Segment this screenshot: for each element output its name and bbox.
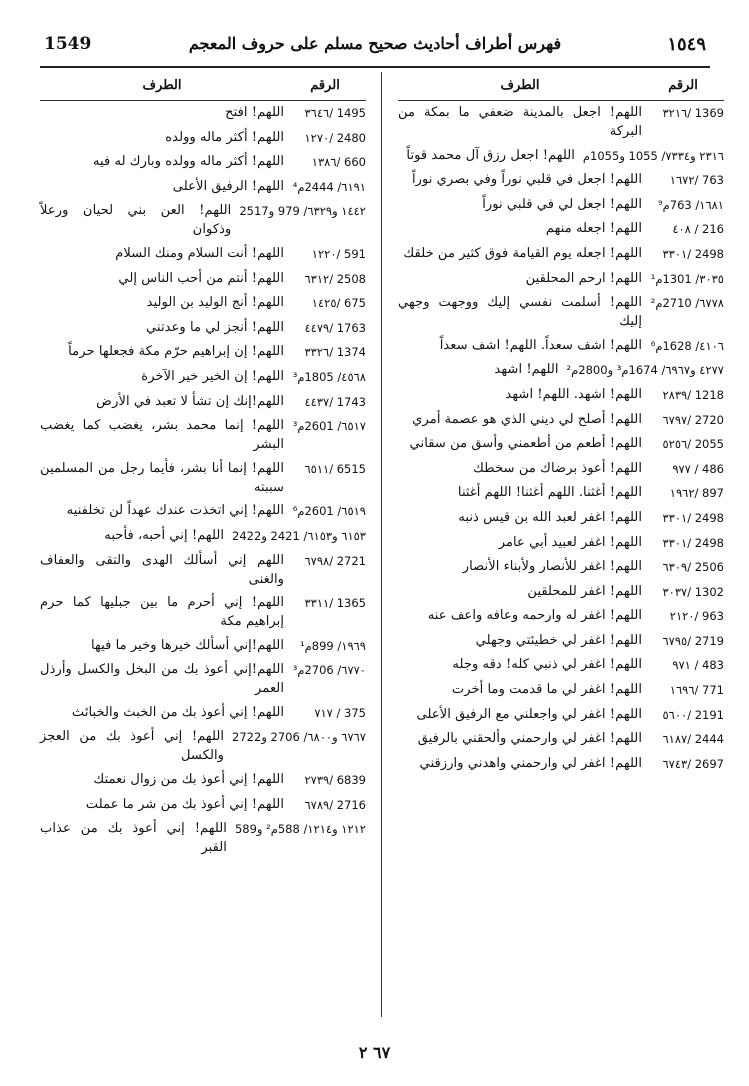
entry-number: 2498 /٣٣٠١ [662,510,724,525]
entry-number: 2720 /٦٧٩٧ [662,412,724,427]
entry-text: اللهم! إن إبراهيم حرّم مكة فجعلها حرماً [68,344,284,360]
entry-text: اللهم! إني أعوذ بك من عذاب القبر [40,821,227,856]
entry-number: 2697 /٦٧٤٣ [662,756,724,771]
entry-text: اللهم! اغفر له وارحمه وعافه واعف عنه [427,608,642,624]
entry-text: اللهم! إن الخير خير الآخرة [141,368,284,384]
entry-text: اللهم! اغفر لعبد الله بن قيس ذنبه [458,509,642,525]
page-number-latin: 1549 [44,34,92,54]
index-entry [40,526,366,546]
entry-number: ١٤٤٢ و٦٣٢٩/ 979 و2517 [239,204,366,219]
entry-number: 675 /١٤٢٥ [311,296,366,311]
entry-text: اللهم! أنتم من أحب الناس إلي [118,270,284,286]
number-column-heading: الرقم [668,78,698,93]
page-number-arabic: ١٥٤٩ [667,34,706,55]
entry-number: 6839 /٢٧٣٩ [304,773,366,788]
index-entry [40,501,366,521]
index-entry [40,392,366,412]
entry-text: اللهم! إني اتخذت عندك عهداً لن تخلفنيه [66,503,284,519]
entry-text: اللهم! اغفر لي واجعلني مع الرفيق الأعلى [416,706,642,722]
entry-number: 1218 /٢٨٣٩ [662,387,724,402]
entry-number: 486 / ٩٧٧ [672,461,724,476]
entry-text: اللهم! اجعل رزق آل محمد قوتاً [406,147,575,163]
entry-text: اللهم!إني أسألك خيرها وخير ما فيها [91,637,284,653]
index-entry [398,410,724,430]
index-entry [398,582,724,602]
entry-text: اللهم! أصلح لي ديني الذي هو عصمة أمري [412,411,642,427]
entry-number: ٣٠٣٥/ 1301م¹ [650,271,724,286]
index-entry [398,631,724,651]
page-title: فهرس أطراف أحاديث صحيح مسلم على حروف المعجم [188,34,562,53]
right-column [398,76,724,778]
entry-text: اللهم! اجعل لي في قلبي نوراً [482,196,642,212]
left-column [40,76,366,862]
index-entry [398,434,724,454]
entry-number: 1495 /٣٦٤٦ [304,106,366,120]
entry-number: 6515 /٦٥١١ [304,461,366,476]
entry-text: اللهم! إني أحبه، فأحبه [104,527,225,543]
index-entry [398,705,724,725]
index-entry [398,459,724,479]
entry-number: ٦٧٧٠/ 2706م³ [292,663,366,678]
index-entry [40,103,366,123]
entry-text: اللهم! اشف سعداً. اللهم! اشف سعداً [439,337,642,353]
index-entry [40,703,366,723]
index-entry [398,483,724,503]
index-entry [40,770,366,790]
entry-text: اللهم! اغفر للأنصار ولأبناء الأنصار [462,559,642,575]
entry-text: اللهم! اجعله منهم [545,221,642,237]
text-column-heading: الطرف [142,78,182,93]
entry-text: اللهم! اجعل في قلبي نوراً وفي بصري نوراً [411,172,642,188]
entry-number: 963 /٢١٢٠ [669,609,724,624]
entry-text: اللهم! اغفر لي ما قدمت وما أخرت [451,682,642,698]
entry-text: اللهم! أسلمت نفسي إليك ووجهت وجهي إليك [398,295,642,330]
entry-text: اللهم! اغفر لي ذنبي كله! دقه وجله [452,657,642,673]
index-entry [40,795,366,815]
entry-number: ٢٣١٦ و٧٣٣٤/ 1055 و1055م [582,148,724,163]
entry-number: ١٦٨١/ 763م⁹ [658,197,724,212]
entry-text: اللهم! إني أعوذ بك من العجز والكسل [40,729,225,764]
index-entry [40,201,366,239]
entry-number: 375 / ٧١٧ [314,705,366,720]
entry-number: 2498 /٣٣٠١ [662,535,724,550]
entry-number: 1365 /٣٣١١ [304,596,366,611]
entry-text: اللهم! العن بني لحيان ورعلاً وذكوان [40,203,232,238]
entry-number: ١٢١٢ و١٢١٤/ 588م² و589 [234,822,366,837]
entry-number: 2444 /٦١٨٧ [662,732,724,747]
entry-number: 216 / ٤٠٨ [672,222,724,237]
entry-number: 2498 /٣٣٠١ [662,246,724,261]
entry-number: 1369 /٣٢١٦ [662,106,724,120]
entry-number: 2719 /٦٧٩٥ [662,633,724,648]
index-entry [398,385,724,405]
entry-number: ٦٧٧٨/ 2710م² [650,296,724,311]
entry-number: 1302 /٣٠٣٧ [662,584,724,599]
text-column-heading: الطرف [500,78,540,93]
index-entry [40,293,366,313]
entry-number: 2508 /٦٣١٢ [304,271,366,286]
entry-number: 2721 /٦٧٩٨ [304,553,366,568]
entry-number: 2480 /١٢٧٠ [304,130,366,145]
index-entry [40,416,366,454]
index-entry [398,269,724,289]
entry-text: اللهم!إني أعوذ بك من البخل والكسل وأرذل العمر [40,662,284,697]
entry-text: اللهم! اشهد [494,362,559,378]
entry-text: اللهم! اغفر لي وارحمني وألحقني بالرفيق [417,731,642,747]
index-entry [40,367,366,387]
entry-number: 1763 /٤٤٧٩ [304,320,366,335]
index-entry [398,170,724,190]
entry-text: اللهم! الرفيق الأعلى [172,178,284,194]
index-entry [40,318,366,338]
column-divider [381,72,382,1017]
entry-text: اللهم! إني أعوذ بك من شر ما عملت [85,796,284,812]
entry-text: اللهم! إنما محمد بشر، يغضب كما يغضب البشر [40,418,284,453]
index-entry [398,557,724,577]
entry-number: ٦٥١٧/ 2601م³ [292,419,366,434]
index-entry [398,244,724,264]
index-entry [398,729,724,749]
entry-text: اللهم! اغفر للمحلقين [527,583,642,599]
entry-text: اللهم! ارحم المحلقين [525,270,642,286]
index-entry [398,336,724,356]
entry-text: اللهم! إني أحرم ما بين جبليها كما حرم إبراهيم مكة [40,595,284,630]
entry-number: ٤١٠٦/ 1628م⁶ [650,338,724,353]
index-entry [40,727,366,765]
entry-number: 483 / ٩٧١ [672,658,724,673]
index-entry [398,103,724,141]
index-entry [40,551,366,589]
entry-text: اللهم إني أسألك الهدى والتقى والعفاف والغنى [40,552,284,587]
entry-number: 1743 /٤٤٣٧ [304,394,366,409]
index-entry [40,459,366,497]
entry-text: اللهم! إني أعوذ بك من الخبث والخبائث [71,704,284,720]
entry-text: اللهم! أعوذ برضاك من سخطك [473,460,642,476]
entry-number: ٦١٩١/ 2444م⁴ [292,179,366,194]
index-entry [40,342,366,362]
index-entry [398,360,724,380]
index-entry [40,819,366,857]
entry-number: 2506 /٦٣٠٩ [662,560,724,575]
index-entry [398,680,724,700]
index-entry [40,152,366,172]
entry-text: اللهم! أكثر ماله وولده وبارك له فيه [92,154,284,170]
index-entry [398,754,724,774]
entry-text: اللهم! اغفر لعبيد أبي عامر [498,534,642,550]
entry-number: 2055 /٥٢٥٦ [662,437,724,452]
index-entry [398,606,724,626]
entry-text: اللهم!إنك إن تشأ لا تعبد في الأرض [96,393,284,409]
page-header [40,34,710,68]
entry-text: اللهم! أنت السلام ومنك السلام [115,245,284,261]
index-entry [40,593,366,631]
entry-number: 763 /١٦٧٢ [669,173,724,188]
entry-number: ٦١٥٣ و٦١٥٣/ 2421 و2422 [232,528,366,543]
entry-number: ١٩٦٩/ 899م¹ [300,638,366,653]
left-column-header [40,76,366,101]
entry-number: 660 /١٣٨٦ [311,155,366,170]
entry-number: 771 /١٦٩٦ [669,683,724,698]
index-entry [40,636,366,656]
index-entry [398,219,724,239]
entry-number: ٤٥٦٨/ 1805م³ [292,369,366,384]
entry-text: اللهم! أطعم من أطعمني وأسق من سقاني [409,436,642,452]
entry-text: اللهم! اشهد. اللهم! اشهد [505,386,642,402]
index-entry [398,146,724,166]
index-entry [40,660,366,698]
entry-number: 591 /١٢٢٠ [311,246,366,261]
index-entry [40,244,366,264]
number-column-heading: الرقم [310,78,340,93]
index-entry [40,269,366,289]
entry-text: اللهم! افتح [225,105,284,120]
entry-text: اللهم! اجعله يوم القيامة فوق كثير من خلقك [403,245,642,261]
entry-text: اللهم! اغفر لي وارحمني واهدني وارزقني [419,755,642,771]
entry-text: اللهم! أنج الوليد بن الوليد [146,295,284,311]
index-entry [398,655,724,675]
right-column-header [398,76,724,101]
entry-number: ٤٢٧٧ و٦٩٦٧/ 1674م³ و2800م² [566,363,724,378]
index-entry [398,195,724,215]
entry-text: اللهم! أنجز لي ما وعدتني [146,319,284,335]
entry-text: اللهم! إنما أنا بشر، فأيما رجل من المسلمين سببته [40,460,284,495]
entry-text: اللهم! إني أعوذ بك من زوال نعمتك [93,772,284,788]
entry-number: 2191 /٥٦٠٠ [662,707,724,722]
entry-number: ٦٧٦٧ و٦٨٠٠/ 2706 و2722 [232,730,366,745]
entry-text: اللهم! اغفر لي خطيئتي وجهلي [475,632,642,648]
index-entry [398,508,724,528]
entry-text: اللهم! أكثر ماله وولده [165,129,284,145]
entry-number: ٦٥١٩/ 2601م⁶ [292,504,366,519]
index-entry [40,177,366,197]
entry-number: 1374 /٣٣٢٦ [304,345,366,360]
index-entry [398,293,724,331]
entry-number: 897 /١٩٦٢ [669,486,724,501]
entry-number: 2716 /٦٧٨٩ [304,797,366,812]
index-entry [398,533,724,553]
entry-text: اللهم! أغثنا. اللهم أغثنا! اللهم أغثنا [457,485,642,501]
entry-text: اللهم! اجعل بالمدينة ضعفي ما بمكة من البركة [398,105,642,139]
index-entry [40,128,366,148]
page-footer-mark: ٦٧ ٢ [358,1043,391,1062]
